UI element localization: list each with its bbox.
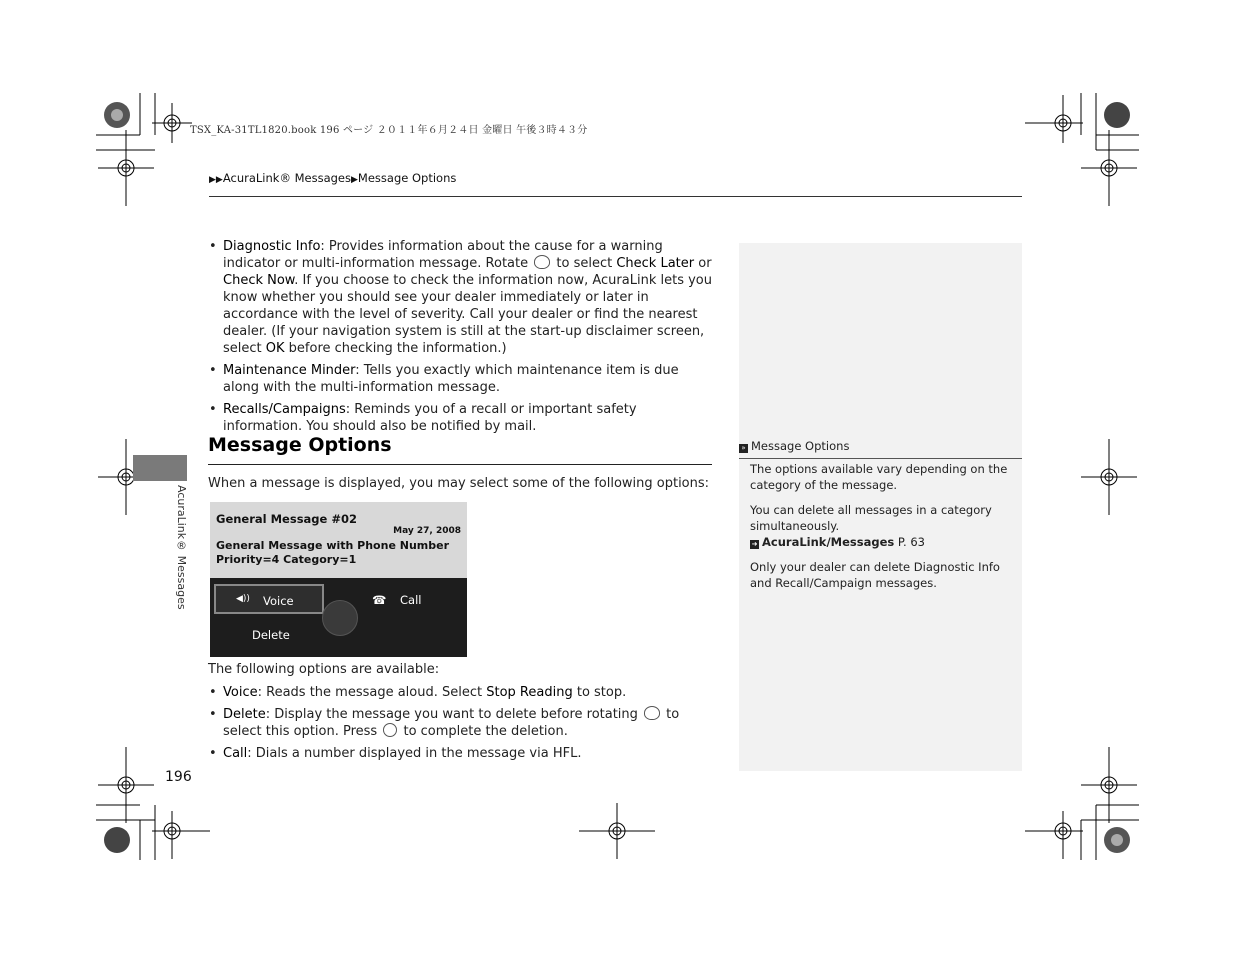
section-heading: Message Options [208, 434, 712, 465]
voice-button[interactable]: Voice [263, 594, 294, 608]
breadcrumb [209, 171, 456, 185]
term: Stop Reading [486, 685, 573, 700]
message-title: General Message #02 [216, 512, 357, 526]
call-button[interactable]: Call [400, 593, 422, 607]
sidebar-paragraph: Only your dealer can delete Diagnostic Info and Recall/Campaign messages. [750, 560, 1000, 590]
cross-reference-link[interactable]: AcuraLink/Messages [762, 535, 895, 549]
term: OK [265, 341, 285, 356]
speaker-icon: ◀)) [236, 594, 250, 604]
text: : Tells you exactly which maintenance item is due along with the multi-information message. [223, 363, 679, 395]
text: : Reminds you of a recall or important safety information. You should also be notified by mail. [223, 402, 637, 434]
reference-arrow-icon: ➜ [751, 540, 758, 548]
list-item [208, 238, 713, 357]
options-list [208, 684, 713, 767]
text: : Reads the message aloud. Select [257, 685, 487, 700]
term: Recalls/Campaigns [223, 402, 346, 417]
breadcrumb-item[interactable]: AcuraLink® Messages [222, 171, 351, 185]
text: to select [552, 256, 617, 271]
text: : Dials a number displayed in the message via HFL. [247, 746, 582, 761]
term: Check Later [616, 256, 695, 271]
chapter-tab-label: AcuraLink® Messages [175, 485, 188, 610]
list-item [208, 706, 713, 740]
list-item [208, 362, 713, 396]
term: Call [223, 746, 248, 761]
note-marker-icon: » [739, 444, 748, 453]
interface-dial-icon [644, 706, 660, 720]
message-line: Priority=4 Category=1 [216, 553, 357, 566]
reference-page: P. 63 [894, 535, 925, 549]
text: : Display the message you want to delete before rotating [265, 707, 643, 722]
sidebar-heading-text: Message Options [751, 439, 850, 453]
text: to select this option. Press [223, 707, 680, 739]
sidebar-paragraph [750, 502, 1012, 550]
phone-icon: ☎ [372, 593, 387, 607]
text: to stop. [572, 685, 627, 700]
list-item [208, 401, 713, 435]
term: Check Now [223, 273, 295, 288]
text: . If you choose to check the information now, AcuraLink lets you know whether you should see your dealer immediately or later in accordance with the level of severity. Call your dealer or find the nearest dealer. (If your navigation system is still at the start-up disclaimer screen, select [223, 273, 712, 356]
term: Delete [223, 707, 266, 722]
text: to complete the deletion. [399, 724, 568, 739]
message-header [210, 502, 467, 578]
message-date: May 27, 2008 [393, 526, 461, 536]
term: Diagnostic Info [223, 239, 321, 254]
interface-knob-icon [322, 600, 358, 636]
breadcrumb-item-current: Message Options [357, 171, 457, 185]
intro-text: When a message is displayed, you may select some of the following options: [208, 476, 710, 491]
list-item [208, 684, 713, 701]
list-item [208, 745, 713, 762]
sidebar-paragraph: The options available vary depending on the category of the message. [750, 462, 1008, 492]
sidebar-heading [739, 439, 1022, 459]
print-info-line: TSX_KA-31TL1820.book 196 ページ ２０１１年６月２４日 金曜日 午後３時４３分 [190, 125, 588, 136]
term: Maintenance Minder [223, 363, 356, 378]
sidebar-body [750, 461, 1012, 600]
page-number: 196 [165, 769, 192, 785]
message-body [216, 539, 449, 567]
chapter-tab-marker [133, 455, 187, 481]
text: or [694, 256, 712, 271]
text: before checking the information.) [284, 341, 507, 356]
top-bullet-list [208, 238, 713, 440]
message-line: General Message with Phone Number [216, 539, 449, 552]
text: You can delete all messages in a category simultaneously. [750, 503, 992, 533]
term: Voice [223, 685, 258, 700]
text: : Provides information about the cause for a warning indicator or multi-information message. Rotate [223, 239, 663, 271]
message-screen-image [210, 502, 467, 657]
breadcrumb-arrow-icon: ▶▶ [209, 175, 223, 185]
delete-button[interactable]: Delete [252, 628, 290, 642]
options-intro: The following options are available: [208, 662, 440, 677]
header-divider [209, 196, 1022, 197]
press-dial-icon [383, 723, 397, 737]
breadcrumb-arrow-icon: ▶ [351, 175, 358, 185]
message-options-panel [210, 578, 467, 657]
interface-dial-icon [534, 255, 550, 269]
